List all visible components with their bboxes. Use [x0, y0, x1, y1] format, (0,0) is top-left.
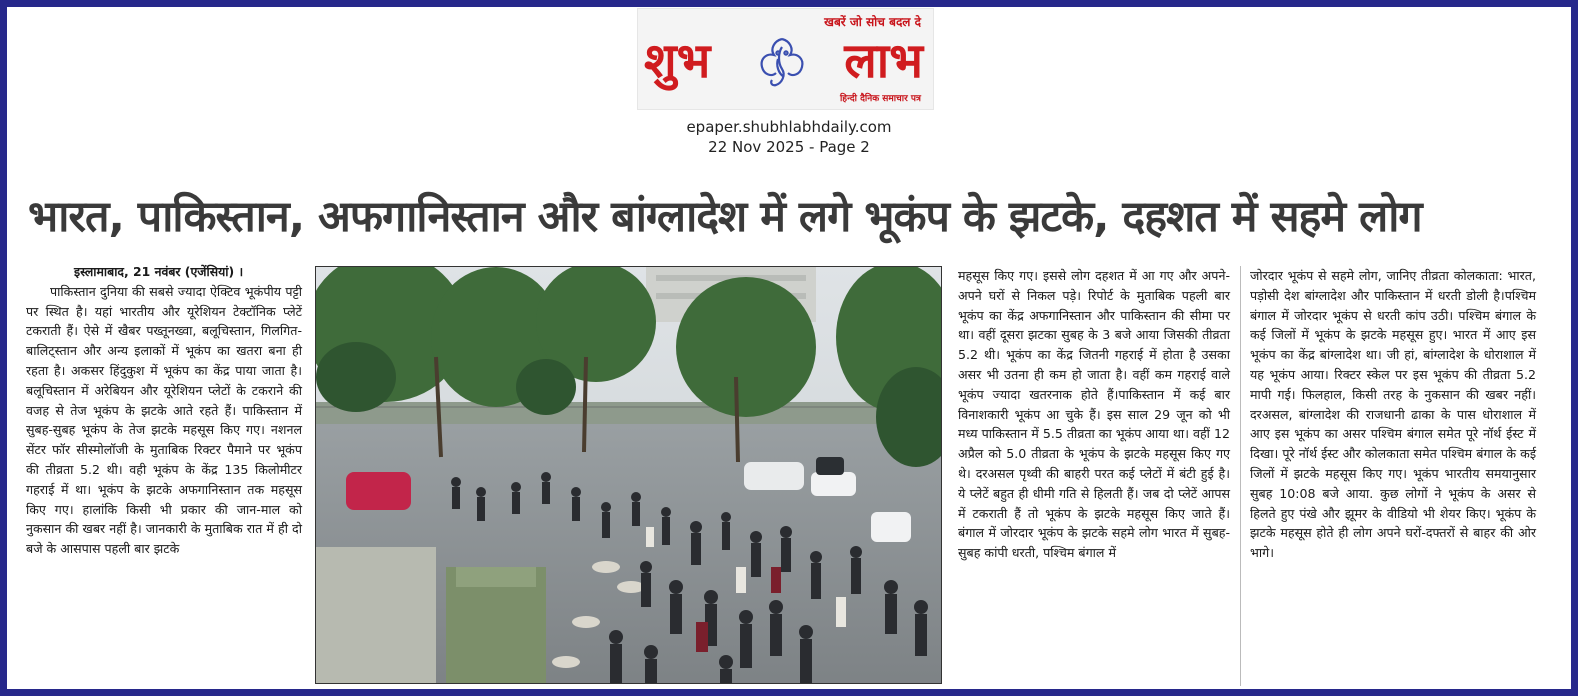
masthead-logo[interactable] — [637, 8, 934, 110]
crowd-photo-image — [316, 267, 942, 684]
article-photo — [315, 266, 942, 684]
masthead-subtitle: हिन्दी दैनिक समाचार पत्र — [839, 94, 921, 104]
article-headline: भारत, पाकिस्तान, अफगानिस्तान और बांग्लादेश में लगे भूकंप के झटके, दहशत में सहमे लोग — [28, 192, 1422, 242]
article-column-1 — [26, 262, 302, 559]
article-text-col3: महसूस किए गए। इससे लोग दहशत में आ गए और अपने-अपने घरों से निकल पड़े। रिपोर्ट के मुताबिक पहली बार भूकंप का केंद्र अफगानिस्तान और पाकिस्तान की सीमा पर था। वहीं दूसरा झटका सुबह के 3 बजे आया जिसकी तीव्रता 5.2 थी। भूकंप का केंद्र जितनी गहराई में होता है उसका असर भी उतना ही कम हो जाता है। वहीं कम गहराई वाले भूकंप ज्यादा खतरनाक होते हैं।पाकिस्तान में कई बार विनाशकारी भूकंप आ चुके हैं। इस साल 29 जून को भी मध्य पाकिस्तान में 5.5 तीव्रता का भूकंप आया था। वहीं 12 अप्रैल को 5.0 तीव्रता के भूकंप के झटके महसूस किए गए थे। दरअसल पृथ्वी की बाहरी परत कई प्लेटों में बंटी हुई है। ये प्लेटें बहुत ही धीमी गति से हिलती हैं। जब दो प्लेटें आपस में टकराती हैं तो भूकंप के झटके महसूस किए जाते हैं। बंगाल में जोरदार भूकंप के झटके सहमे लोग भारत में सुबह-सुबह कांपी धरती, पश्चिम बंगाल में — [958, 268, 1230, 561]
article-dateline: इस्लामाबाद, 21 नवंबर (एजेंसियां) । — [74, 264, 244, 279]
edition-date-page: 22 Nov 2025 - Page 2 — [708, 138, 870, 156]
epaper-url[interactable]: epaper.shubhlabhdaily.com — [686, 118, 892, 136]
article-column-4 — [1250, 266, 1536, 563]
article-column-3 — [958, 266, 1230, 563]
article-text-col1: पाकिस्तान दुनिया की सबसे ज्यादा ऐक्टिव भूकंपीय पट्टी पर स्थित है। यहां भारतीय और यूरेशियन टेक्टॉनिक प्लेटें टकराती हैं। ऐसे में खैबर पख्तूनख्वा, बलूचिस्तान, गिलगित-बालिट्स्तान और अन्य इलाकों में भूकंप का खतरा बना ही रहता है। अकसर हिंदुकुश में भूकंप का केंद्र पाया जाता है।बलूचिस्तान में अरेबियन और यूरेशियन प्लेटों के टकराने की वजह से तेज भूकंप के झटके आते रहते हैं। पाकिस्तान में सुबह-सुबह भूकंप के तेज झटके महसूस किए गए। नशनल सेंटर फॉर सीस्मोलॉजी के मुताबिक रिक्टर पैमाने पर भूकंप की तीव्रता 5.2 थी। वही भूकंप के केंद्र 135 किलोमीटर गहराई में था। भूकंप के झटके अफगानिस्तान तक महसूस किए गए। हालांकि किसी भी प्रकार की जान-माल को नुकसान की खबर नहीं है। जानकारी के मुताबिक रात में ही दो बजे के आसपास पहली बार झटके — [26, 283, 302, 557]
ganesha-emblem-icon — [752, 33, 812, 91]
masthead-name-right: लाभ — [844, 33, 923, 89]
masthead-name-left: शुभ — [644, 33, 711, 89]
masthead-tagline: खबरें जो सोच बदल दे — [824, 15, 921, 29]
column-divider — [1240, 266, 1241, 686]
article-text-col4: जोरदार भूकंप से सहमे लोग, जानिए तीव्रता कोलकाता: भारत, पड़ोसी देश बांग्लादेश और पाकिस्तान में धरती डोली है।पश्चिम बंगाल में जोरदार भूकंप से धरती कांप उठी। पश्चिम बंगाल के कई जिलों में भूकंप के झटके महसूस हुए। भारत में आए इस भूकंप का केंद्र बांग्लादेश था। जी हां, बांग्लादेश के धोराशाल में यह भूकंप आया। रिक्टर स्केल पर इस भूकंप की तीव्रता 5.2 मापी गई। फिलहाल, किसी तरह के नुकसान की खबर नहीं। दरअसल, बांग्लादेश की राजधानी ढाका के पास धोराशाल में आए इस भूकंप का असर पश्चिम बंगाल समेत पूरे नॉर्थ ईस्ट में दिखा। पूरे नॉर्थ ईस्ट और कोलकाता समेत पश्चिम बंगाल के कई जिलों में झटके महसूस किए गए। भूकंप भारतीय समयानुसार सुबह 10:08 बजे आया. कुछ लोगों ने भूकंप के असर से हिलते हुए पंखे और झूमर के वीडियो भी शेयर किए। भूकंप के झटके महसूस होते ही लोग अपने घरों-दफ्तरों से बाहर की ओर भागे। — [1250, 268, 1536, 561]
